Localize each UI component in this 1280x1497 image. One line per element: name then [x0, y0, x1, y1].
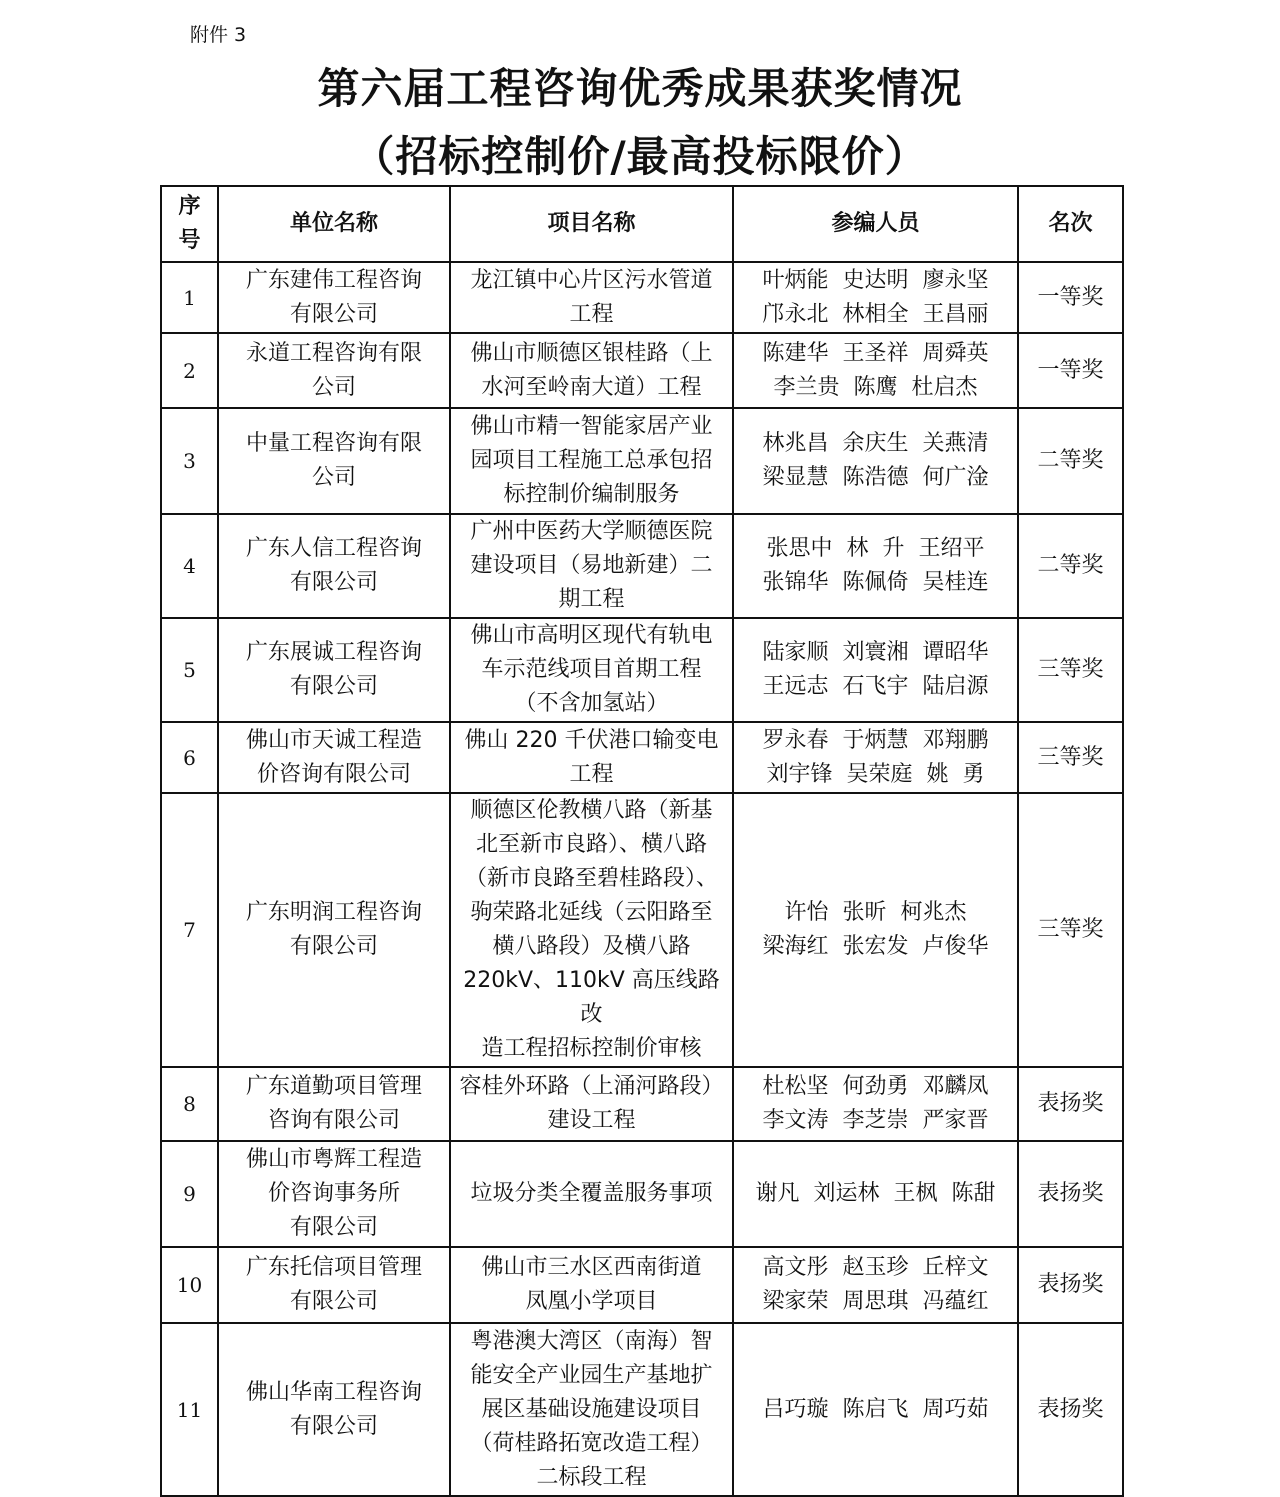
unit-name-line: 有限公司	[289, 934, 378, 959]
row-number: 6	[161, 722, 218, 793]
table-row	[161, 1247, 1123, 1323]
staff-line: 王远志 石飞宇 陆启源	[762, 674, 989, 699]
staff-line: 许怡 张昕 柯兆杰	[784, 900, 967, 925]
staff-line: 张锦华 陈佩倚 吴桂连	[762, 570, 989, 595]
project-name-cell	[450, 722, 733, 793]
staff-line: 陈建华 王圣祥 周舜英	[762, 340, 989, 366]
document-subtitle: （招标控制价/最高投标限价）	[352, 132, 928, 181]
attachment-label: 附件 3	[190, 24, 247, 46]
row-number: 7	[161, 793, 218, 1067]
unit-name-cell	[218, 1141, 450, 1247]
table-header-row	[161, 186, 1123, 262]
project-name-line: 佛山市高明区现代有轨电	[470, 623, 713, 648]
project-name-cell	[450, 514, 733, 618]
project-name-line: 二标段工程	[536, 1464, 647, 1490]
row-number: 2	[161, 333, 218, 408]
row-number: 4	[161, 514, 218, 618]
document-title: 第六届工程咨询优秀成果获奖情况	[317, 64, 963, 113]
staff-line: 杜松坚 何劲勇 邓麟凤	[762, 1074, 989, 1099]
unit-name-line: 公司	[311, 374, 356, 400]
project-name-cell	[450, 793, 733, 1067]
project-name-line: 北至新市良路）、横八路	[475, 832, 707, 857]
project-name-line: 横八路段）及横八路	[492, 934, 691, 959]
rank-cell: 表扬奖	[1018, 1247, 1123, 1323]
unit-name-line: 有限公司	[289, 674, 378, 699]
staff-line: 高文彤 赵玉珍 丘梓文	[762, 1255, 989, 1280]
unit-name-line: 有限公司	[289, 1289, 378, 1314]
staff-line: 邝永北 林相全 王昌丽	[762, 301, 989, 327]
row-number: 9	[161, 1141, 218, 1247]
project-name-line: 佛山市顺德区银桂路（上	[470, 340, 713, 366]
project-name-cell	[450, 262, 733, 333]
project-name-cell	[450, 1067, 733, 1141]
unit-name-line: 广东建伟工程咨询	[245, 267, 422, 293]
project-name-cell	[450, 333, 733, 408]
unit-name-line: 中量工程咨询有限	[245, 431, 422, 456]
staff-line: 梁海红 张宏发 卢俊华	[762, 934, 989, 959]
unit-name-line: 广东人信工程咨询	[245, 536, 422, 561]
row-number: 10	[161, 1247, 218, 1323]
project-name-line: 水河至岭南大道）工程	[481, 374, 702, 400]
unit-name-cell	[218, 1323, 450, 1496]
staff-line: 李文涛 李芝崇 严家晋	[762, 1108, 989, 1133]
unit-name-line: 价咨询事务所	[267, 1181, 400, 1206]
unit-name-cell	[218, 333, 450, 408]
unit-name-line: 有限公司	[289, 1413, 378, 1439]
project-name-line: 佛山市三水区西南街道	[481, 1255, 702, 1280]
rank-cell: 表扬奖	[1018, 1067, 1123, 1141]
unit-name-cell	[218, 1247, 450, 1323]
unit-name-line: 咨询有限公司	[267, 1108, 400, 1133]
table-row	[161, 793, 1123, 1067]
unit-name-line: 佛山市粤辉工程造	[245, 1147, 422, 1172]
project-name-cell	[450, 1247, 733, 1323]
rank-cell: 一等奖	[1018, 262, 1123, 333]
unit-name-line: 有限公司	[289, 301, 378, 327]
staff-cell	[733, 722, 1018, 793]
staff-cell	[733, 1067, 1018, 1141]
header-unit: 单位名称	[218, 186, 450, 262]
rank-cell: 三等奖	[1018, 793, 1123, 1067]
unit-name-line: 公司	[311, 465, 356, 490]
staff-line: 刘宇锋 吴荣庭 姚 勇	[766, 761, 985, 787]
rank-cell: 表扬奖	[1018, 1141, 1123, 1247]
row-number: 1	[161, 262, 218, 333]
row-number: 8	[161, 1067, 218, 1141]
project-name-line: （不含加氢站）	[514, 691, 669, 716]
project-name-line: 凤凰小学项目	[525, 1289, 658, 1314]
staff-cell	[733, 618, 1018, 722]
project-name-line: （新市良路至碧桂路段）、	[464, 866, 718, 891]
project-name-line: 造工程招标控制价审核	[481, 1036, 702, 1061]
project-name-line: 驹荣路北延线（云阳路至	[470, 900, 713, 925]
unit-name-line: 价咨询有限公司	[256, 761, 411, 787]
project-name-line: （荷桂路拓宽改造工程）	[470, 1430, 713, 1456]
row-number: 5	[161, 618, 218, 722]
row-number: 11	[161, 1323, 218, 1496]
unit-name-cell	[218, 793, 450, 1067]
awards-table	[160, 185, 1124, 1497]
staff-line: 李兰贵 陈鹰 杜启杰	[773, 374, 978, 400]
staff-cell	[733, 1141, 1018, 1247]
project-name-line: 期工程	[558, 587, 625, 612]
table-row	[161, 1141, 1123, 1247]
unit-name-line: 广东道勤项目管理	[245, 1074, 422, 1099]
header-staff: 参编人员	[733, 186, 1018, 262]
rank-cell: 三等奖	[1018, 618, 1123, 722]
staff-cell	[733, 262, 1018, 333]
rank-cell: 二等奖	[1018, 408, 1123, 514]
project-name-line: 220kV、110kV 高压线路改	[463, 968, 720, 1027]
unit-name-cell	[218, 262, 450, 333]
project-name-line: 佛山市精一智能家居产业	[470, 414, 713, 439]
project-name-line: 佛山 220 千伏港口输变电	[464, 727, 719, 753]
unit-name-line: 广东展诚工程咨询	[245, 640, 422, 665]
header-no: 序 号	[161, 186, 218, 262]
staff-cell	[733, 1323, 1018, 1496]
unit-name-line: 广东明润工程咨询	[245, 900, 422, 925]
table-row	[161, 514, 1123, 618]
project-name-line: 工程	[569, 301, 614, 327]
unit-name-line: 永道工程咨询有限	[245, 340, 422, 366]
project-name-cell	[450, 618, 733, 722]
rank-cell: 一等奖	[1018, 333, 1123, 408]
rank-cell: 二等奖	[1018, 514, 1123, 618]
table-row	[161, 1323, 1123, 1496]
unit-name-cell	[218, 722, 450, 793]
staff-cell	[733, 408, 1018, 514]
table-row	[161, 722, 1123, 793]
table-row	[161, 333, 1123, 408]
rank-cell: 三等奖	[1018, 722, 1123, 793]
project-name-line: 工程	[569, 761, 614, 787]
row-number: 3	[161, 408, 218, 514]
header-project: 项目名称	[450, 186, 733, 262]
project-name-line: 能安全产业园生产基地扩	[470, 1362, 713, 1388]
project-name-cell	[450, 1323, 733, 1496]
project-name-cell	[450, 408, 733, 514]
staff-cell	[733, 793, 1018, 1067]
unit-name-line: 佛山华南工程咨询	[245, 1379, 422, 1405]
unit-name-line: 广东托信项目管理	[245, 1255, 422, 1280]
project-name-line: 展区基础设施建设项目	[481, 1396, 702, 1422]
project-name-line: 建设项目（易地新建）二	[470, 553, 713, 578]
staff-line: 梁家荣 周思琪 冯蕴红	[762, 1289, 989, 1314]
project-name-cell	[450, 1141, 733, 1247]
rank-cell: 表扬奖	[1018, 1323, 1123, 1496]
staff-line: 梁显慧 陈浩德 何广淦	[762, 465, 989, 490]
staff-line: 罗永春 于炳慧 邓翔鹏	[762, 727, 989, 753]
unit-name-line: 有限公司	[289, 570, 378, 595]
staff-line: 吕巧璇 陈启飞 周巧茹	[762, 1396, 989, 1422]
header-rank: 名次	[1018, 186, 1123, 262]
staff-line: 张思中 林 升 王绍平	[766, 536, 985, 561]
unit-name-cell	[218, 1067, 450, 1141]
staff-line: 陆家顺 刘寰湘 谭昭华	[762, 640, 989, 665]
unit-name-cell	[218, 408, 450, 514]
project-name-line: 广州中医药大学顺德医院	[470, 519, 713, 544]
table-row	[161, 618, 1123, 722]
table-row	[161, 408, 1123, 514]
project-name-line: 粤港澳大湾区（南海）智	[470, 1328, 713, 1354]
project-name-line: 容桂外环路（上涌河路段）	[459, 1074, 724, 1099]
project-name-line: 龙江镇中心片区污水管道	[470, 267, 713, 293]
unit-name-line: 佛山市天诚工程造	[245, 727, 422, 753]
table-row	[161, 1067, 1123, 1141]
staff-cell	[733, 1247, 1018, 1323]
unit-name-cell	[218, 514, 450, 618]
table-row	[161, 262, 1123, 333]
project-name-line: 建设工程	[547, 1108, 636, 1133]
staff-line: 林兆昌 余庆生 关燕清	[762, 431, 989, 456]
staff-line: 叶炳能 史达明 廖永坚	[762, 267, 989, 293]
unit-name-cell	[218, 618, 450, 722]
project-name-line: 顺德区伦教横八路（新基	[470, 798, 713, 823]
project-name-line: 标控制价编制服务	[503, 482, 680, 507]
staff-cell	[733, 333, 1018, 408]
staff-cell	[733, 514, 1018, 618]
unit-name-line: 有限公司	[289, 1215, 378, 1240]
project-name-line: 车示范线项目首期工程	[481, 657, 702, 682]
project-name-line: 园项目工程施工总承包招	[470, 448, 713, 473]
project-name-line: 垃圾分类全覆盖服务事项	[470, 1181, 713, 1206]
staff-line: 谢凡 刘运林 王枫 陈甜	[755, 1181, 996, 1206]
